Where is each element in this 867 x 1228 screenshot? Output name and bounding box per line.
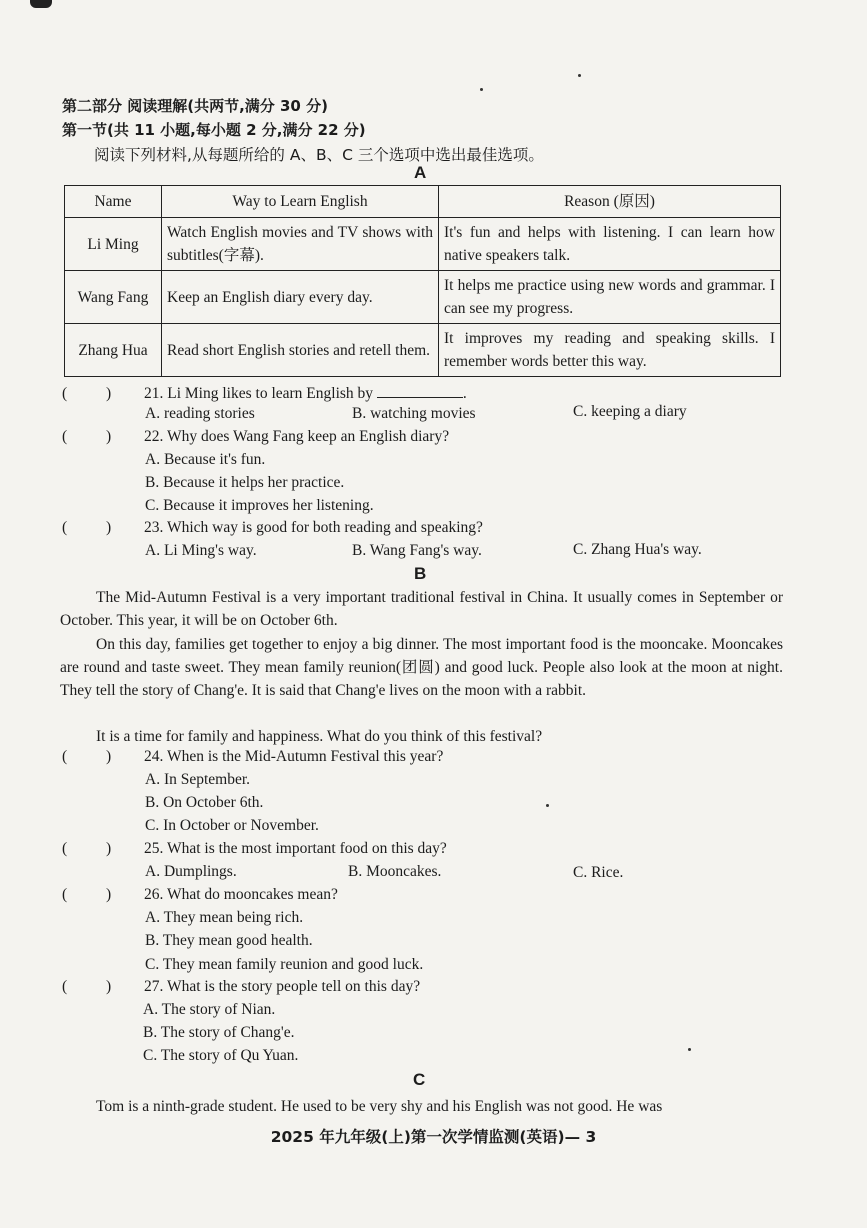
cell-name: Zhang Hua: [65, 324, 162, 377]
table-header-row: [65, 186, 781, 218]
scan-speck: [546, 804, 549, 807]
answer-paren-left: (: [62, 978, 68, 995]
question-23: [62, 519, 483, 537]
header-name: Name: [65, 186, 162, 218]
passage-c-paragraph: [60, 1095, 783, 1118]
option-a: A. Li Ming's way.: [145, 542, 257, 559]
option-a: A. They mean being rich.: [145, 909, 304, 926]
question-stem: 21. Li Ming likes to learn English by: [144, 385, 374, 402]
option-b: B. The story of Chang'e.: [143, 1024, 295, 1041]
question-21: [62, 383, 467, 403]
answer-paren-right: ): [106, 519, 112, 536]
scan-corner-mark: [30, 0, 52, 8]
passage-b-paragraph: [60, 633, 783, 702]
header-reason: Reason (原因): [439, 186, 781, 218]
answer-paren-left: (: [62, 385, 68, 402]
passage-b-letter: B: [414, 564, 427, 583]
section-title: 第一节(共 11 小题,每小题 2 分,满分 22 分): [62, 121, 366, 139]
passage-b-paragraph: [60, 586, 783, 632]
instruction: 阅读下列材料,从每题所给的 A、B、C 三个选项中选出最佳选项。: [94, 146, 544, 164]
option-a: A. Because it's fun.: [145, 451, 266, 468]
option-c: C. In October or November.: [145, 817, 319, 834]
answer-paren-right: ): [106, 428, 112, 445]
question-stem: 24. When is the Mid-Autumn Festival this year?: [144, 748, 444, 765]
answer-paren-left: (: [62, 748, 68, 765]
cell-reason: It helps me practice using new words and grammar. I can see my progress.: [439, 271, 781, 324]
paragraph-text: On this day, families get together to enjoy a big dinner. The most important food is the mooncake. Mooncakes are round and taste sweet. They mean family reunion(团圆) and good luck. People also look at the moon at night. They tell the story of Chang'e. It is said that Chang'e lives on the moon with a rabbit.: [60, 636, 783, 699]
question-stem: 23. Which way is good for both reading and speaking?: [144, 519, 483, 536]
scan-speck: [688, 1048, 691, 1051]
paragraph-text: Tom is a ninth-grade student. He used to be very shy and his English was not good. He was: [96, 1098, 663, 1115]
question-27: [62, 978, 420, 996]
cell-reason: It improves my reading and speaking skills. I remember words better this way.: [439, 324, 781, 377]
passage-c-letter: C: [413, 1070, 426, 1089]
option-c: C. Rice.: [573, 864, 624, 881]
question-stem: 26. What do mooncakes mean?: [144, 886, 338, 903]
table-row: [65, 218, 781, 271]
cell-way: Watch English movies and TV shows with subtitles(字幕).: [162, 218, 439, 271]
answer-paren-right: ): [106, 748, 112, 765]
page-footer: 2025 年九年级(上)第一次学情监测(英语)— 3: [270, 1128, 597, 1146]
question-stem: 25. What is the most important food on this day?: [144, 840, 447, 857]
answer-paren-right: ): [106, 385, 112, 402]
answer-paren-left: (: [62, 519, 68, 536]
learning-ways-table: [64, 185, 781, 377]
option-c: C. They mean family reunion and good luck.: [145, 956, 424, 973]
option-b: B. Wang Fang's way.: [352, 542, 482, 559]
question-stem: 27. What is the story people tell on this day?: [144, 978, 421, 995]
question-25: [62, 840, 447, 858]
option-c: C. The story of Qu Yuan.: [143, 1047, 299, 1064]
passage-a-letter: A: [414, 163, 427, 182]
answer-paren-right: ): [106, 886, 112, 903]
table-row: [65, 271, 781, 324]
question-stem: 22. Why does Wang Fang keep an English diary?: [144, 428, 450, 445]
option-b: B. watching movies: [352, 405, 476, 422]
option-c: C. Zhang Hua's way.: [573, 541, 702, 558]
option-c: C. keeping a diary: [573, 403, 687, 420]
answer-blank: [377, 383, 463, 398]
cell-name: Wang Fang: [65, 271, 162, 324]
scan-speck: [578, 74, 581, 77]
cell-way: Read short English stories and retell them.: [162, 324, 439, 377]
option-a: A. reading stories: [145, 405, 255, 422]
question-end-punct: .: [462, 385, 467, 402]
cell-way: Keep an English diary every day.: [162, 271, 439, 324]
answer-paren-left: (: [62, 886, 68, 903]
option-b: B. Because it helps her practice.: [145, 474, 345, 491]
answer-paren-right: ): [106, 978, 112, 995]
cell-reason: It's fun and helps with listening. I can learn how native speakers talk.: [439, 218, 781, 271]
paragraph-text: The Mid-Autumn Festival is a very important traditional festival in China. It usually comes in September or October. This year, it will be on October 6th.: [60, 589, 783, 629]
question-22: [62, 428, 449, 446]
answer-paren-left: (: [62, 840, 68, 857]
option-b: B. Mooncakes.: [348, 863, 442, 880]
option-b: B. They mean good health.: [145, 932, 313, 949]
answer-paren-left: (: [62, 428, 68, 445]
question-26: [62, 886, 338, 904]
scan-speck: [480, 88, 483, 91]
option-c: C. Because it improves her listening.: [145, 497, 374, 514]
answer-paren-right: ): [106, 840, 112, 857]
option-a: A. The story of Nian.: [143, 1001, 276, 1018]
question-24: [62, 748, 443, 766]
cell-name: Li Ming: [65, 218, 162, 271]
option-a: A. Dumplings.: [145, 863, 237, 880]
passage-b-paragraph: [60, 725, 783, 748]
option-b: B. On October 6th.: [145, 794, 264, 811]
part-title: 第二部分 阅读理解(共两节,满分 30 分): [62, 97, 328, 115]
table-row: [65, 324, 781, 377]
header-way: Way to Learn English: [162, 186, 439, 218]
paragraph-text: It is a time for family and happiness. What do you think of this festival?: [96, 728, 543, 745]
option-a: A. In September.: [145, 771, 251, 788]
